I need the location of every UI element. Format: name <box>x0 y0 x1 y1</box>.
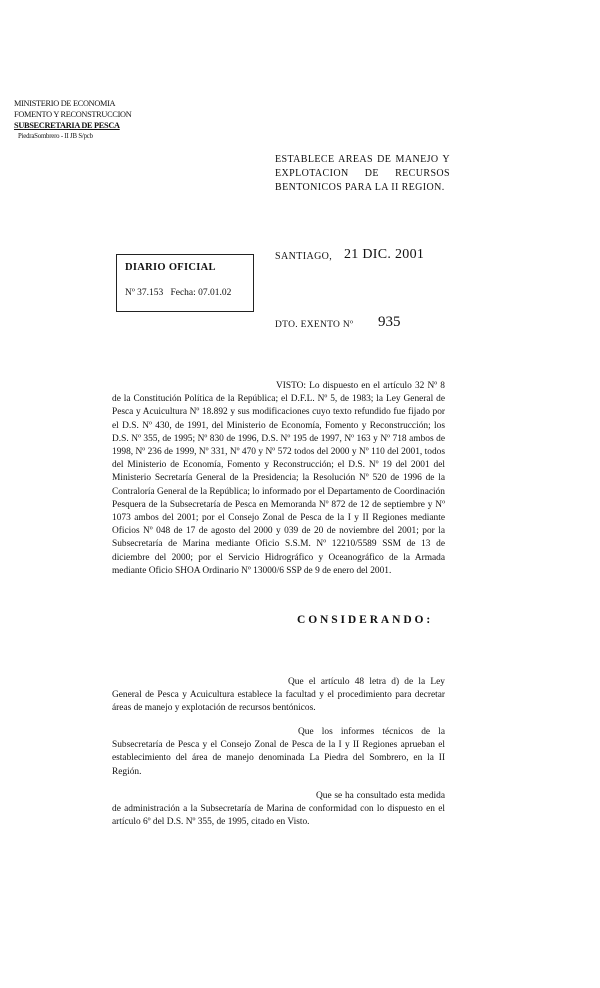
ministry-line: SUBSECRETARIA DE PESCA <box>14 121 120 130</box>
document-title: ESTABLECE AREAS DE MANEJO Y EXPLOTACION DE RECURSOS BENTONICOS PARA LA II REGION. <box>275 154 450 193</box>
visto-first-line: VISTO: Lo dispuesto en el artículo 32 <box>276 381 425 391</box>
diario-oficial-box <box>116 254 254 312</box>
decree-number: 935 <box>378 314 401 330</box>
diario-oficial-number: Nº 37.153 <box>125 288 164 298</box>
ministry-header <box>14 98 131 142</box>
decree-label: DTO. EXENTO Nº <box>275 320 354 330</box>
considerando-item <box>112 726 445 779</box>
visto-body: Nº 8 de la Constitución Política de la República; el D.F.L. Nº 5, de 1983; la Ley General de Pesca y Acuicultura Nº 18.892 y sus modificaciones cuyo texto refundido fue fijado por el D.S. Nº 430, de 1991, del Ministerio de Economía, Fomento y Reconstrucción; los D.S. Nº 355, de 1995; Nº 830 de 1996, D.S. Nº 195 de 1997, Nº 163 y Nº 718 ambos de 1998, Nº 236 de 1999, Nº 331, Nº 470 y Nº 572 todos del 2000 y Nº 110 del 2001, todos del Ministerio de Economía, Fomento y Reconstrucción; el D.S. Nº 19 del 2001 del Ministerio Secretaría General de la Presidencia; la Resolución Nº 520 de 1996 de la Contraloría General de la República; lo informado por el Departamento de Coordinación Pesquera de la Subsecretaría de Pesca en Memoranda Nº 872 de 12 de septiembre y Nº 1073 ambos del 2001; por el Consejo Zonal de Pesca de la I y II Regiones mediante Oficios Nº 048 de 17 de agosto del 2000 y 039 de 20 de noviembre del 2001; por la Subsecretaría de Marina mediante Oficio S.S.M. Nº 12210/5589 SSM de 13 de diciembre del 2000; por el Servicio Hidrográfico y Oceanográfico de la Armada mediante Oficio SHOA Ordinario Nº 13000/6 SSP de 9 de enero del 2001. <box>112 381 445 576</box>
diario-oficial-date: Fecha: 07.01.02 <box>170 288 232 298</box>
considerando-item <box>112 676 445 716</box>
considerando-heading: CONSIDERANDO: <box>297 614 434 626</box>
decree-date: 21 DIC. 2001 <box>344 247 425 262</box>
considerando-body: Subsecretaría de Pesca y el Consejo Zonal de Pesca de la I y II Regiones aprueban el establecimiento del área de manejo denominada La Piedra del Sombrero, en la II Región. <box>112 740 445 777</box>
ministry-line: FOMENTO Y RECONSTRUCCION <box>14 110 132 119</box>
place-label: SANTIAGO, <box>275 251 333 262</box>
considerando-first-line: Que el artículo 48 letra d) de la <box>288 677 426 687</box>
considerando-first-line: Que los informes técnicos de la <box>298 727 445 737</box>
considerando-item <box>112 790 445 830</box>
reference-code: PiedraSombrero - II JB S/pcb <box>18 133 93 140</box>
considerando-body: de administración a la Subsecretaría de Marina de conformidad con lo dispuesto en el artículo 6º del D.S. Nº 355, de 1995, citado en Visto. <box>112 804 445 828</box>
ministry-line: MINISTERIO DE ECONOMIA <box>14 99 116 108</box>
considerando-first-line: Que se ha consultado esta medida <box>316 791 445 801</box>
diario-oficial-title: DIARIO OFICIAL <box>125 262 216 273</box>
visto-paragraph <box>112 380 445 578</box>
considerando-body: Ley General de Pesca y Acuicultura establece la facultad y el procedimiento para decretar áreas de manejo y explotación de recursos bentónicos. <box>112 677 445 714</box>
